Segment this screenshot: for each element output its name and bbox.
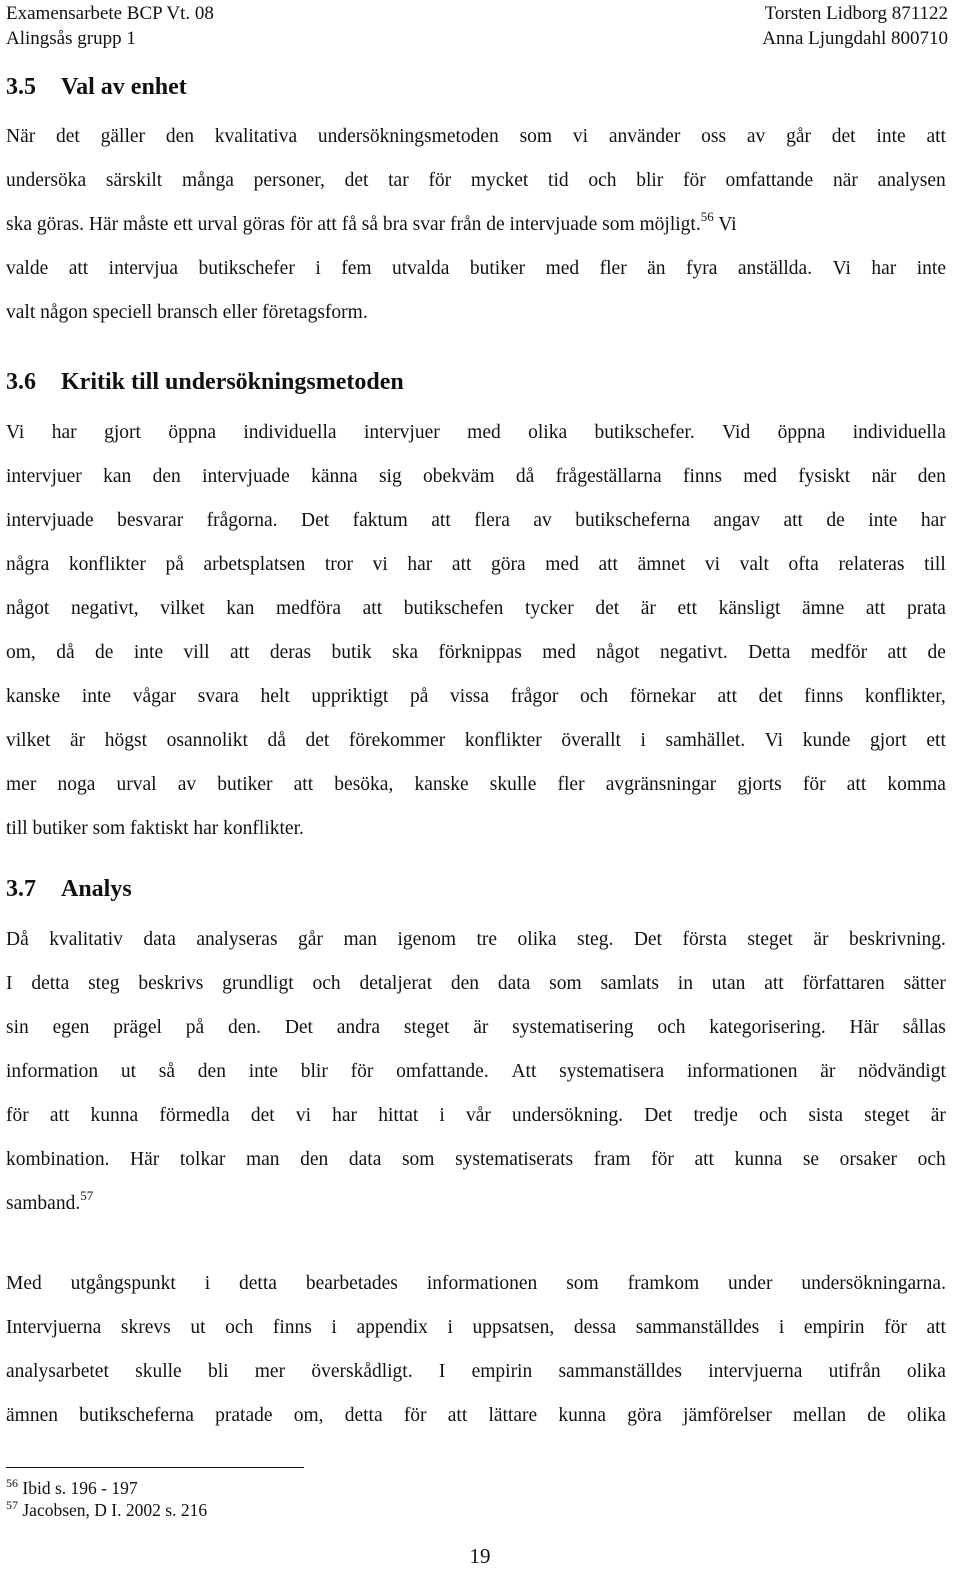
text-line: information ut så den inte blir för omfattande. Att systematisera informationen är nödvändigt	[6, 1061, 946, 1082]
text-line: När det gäller den kvalitativa undersökningsmetoden som vi använder oss av går det inte att	[6, 126, 946, 147]
text-line: intervjuade besvarar frågorna. Det faktum att flera av butikscheferna angav att de inte har	[6, 510, 946, 531]
running-header-right	[762, 1, 948, 51]
page-number: 19	[469, 1544, 491, 1568]
section-title: Kritik till undersökningsmetoden	[61, 369, 404, 395]
text-line: undersöka särskilt många personer, det tar för mycket tid och blir för omfattande när analysen	[6, 170, 946, 191]
footnote-56	[6, 1477, 138, 1499]
footnote-text: Ibid s. 196 - 197	[22, 1478, 138, 1498]
section-number: 3.5	[6, 74, 36, 100]
footnote-number: 57	[6, 1498, 18, 1512]
text-line: några konflikter på arbetsplatsen tror vi har att göra med att ämnet vi valt ofta relateras till	[6, 554, 946, 575]
section-heading-3-5	[6, 74, 187, 101]
author-1: Torsten Lidborg 871122	[764, 3, 948, 24]
section-number: 3.7	[6, 876, 36, 902]
footnote-number: 56	[6, 1476, 18, 1490]
paragraph-3-7-b	[6, 1262, 946, 1438]
section-number: 3.6	[6, 369, 36, 395]
text-line: Då kvalitativ data analyseras går man igenom tre olika steg. Det första steget är beskrivning.	[6, 929, 946, 950]
paragraph-3-6	[6, 411, 946, 851]
text-line: till butiker som faktiskt har konflikter.	[6, 818, 304, 839]
author-2: Anna Ljungdahl 800710	[762, 28, 948, 49]
text-line: I detta steg beskrivs grundligt och detaljerat den data som samlats in utan att författaren sätter	[6, 973, 946, 994]
text-line: ämnen butikscheferna pratade om, detta för att lättare kunna göra jämförelser mellan de olika	[6, 1405, 946, 1426]
text-line: Med utgångspunkt i detta bearbetades informationen som framkom under undersökningarna.	[6, 1273, 946, 1294]
text-line: kombination. Här tolkar man den data som systematiserats fram för att kunna se orsaker och	[6, 1149, 946, 1170]
text-line: sin egen prägel på den. Det andra steget är systematisering och kategorisering. Här sållas	[6, 1017, 946, 1038]
section-title: Analys	[61, 876, 132, 902]
section-heading-3-6	[6, 369, 404, 396]
text-line: valde att intervjua butikschefer i fem utvalda butiker med fler än fyra anställda. Vi har inte	[6, 258, 946, 279]
section-heading-3-7	[6, 876, 132, 903]
text-line: analysarbetet skulle bli mer överskådligt. I empirin sammanställdes intervjuerna utifrån olika	[6, 1361, 946, 1382]
text-line: kanske inte vågar svara helt uppriktigt på vissa frågor och förnekar att det finns konflikter,	[6, 686, 946, 707]
group-name: Alingsås grupp 1	[6, 28, 136, 49]
footnote-ref: 57	[80, 1188, 94, 1203]
text-line: något negativt, vilket kan medföra att butikschefen tycker det är ett känsligt ämne att prata	[6, 598, 946, 619]
text-line: om, då de inte vill att deras butik ska förknippas med något negativt. Detta medför att de	[6, 642, 946, 663]
footnote-text: Jacobsen, D I. 2002 s. 216	[22, 1500, 208, 1520]
text-line: vilket är högst osannolikt då det förekommer konflikter överallt i samhället. Vi kunde gjort ett	[6, 730, 946, 751]
text-line: Vi har gjort öppna individuella intervjuer med olika butikschefer. Vid öppna individuella	[6, 422, 946, 443]
text-line: valt någon speciell bransch eller företagsform.	[6, 302, 368, 323]
text-line: samband.$^{57}$	[6, 1188, 94, 1214]
text-line: mer noga urval av butiker att besöka, kanske skulle fler avgränsningar gjorts för att komma	[6, 774, 946, 795]
running-header-left	[6, 1, 214, 51]
text-line: intervjuer kan den intervjuade känna sig obekväm då frågeställarna finns med fysiskt när den	[6, 466, 946, 487]
thesis-title: Examensarbete BCP Vt. 08	[6, 3, 214, 24]
footnote-ref: 56	[700, 209, 714, 224]
text-line: Intervjuerna skrevs ut och finns i appendix i uppsatsen, dessa sammanställdes i empirin för att	[6, 1317, 946, 1338]
footnote-divider	[6, 1467, 304, 1468]
paragraph-3-5	[6, 115, 946, 335]
section-title: Val av enhet	[61, 74, 187, 100]
text-line: för att kunna förmedla det vi har hittat i vår undersökning. Det tredje och sista steget är	[6, 1105, 946, 1126]
paragraph-3-7-a	[6, 918, 946, 1226]
text-line: ska göras. Här måste ett urval göras för att få så bra svar från de intervjuade som möjligt.$^{56}$ Vi	[6, 209, 737, 235]
footnote-57	[6, 1499, 207, 1521]
